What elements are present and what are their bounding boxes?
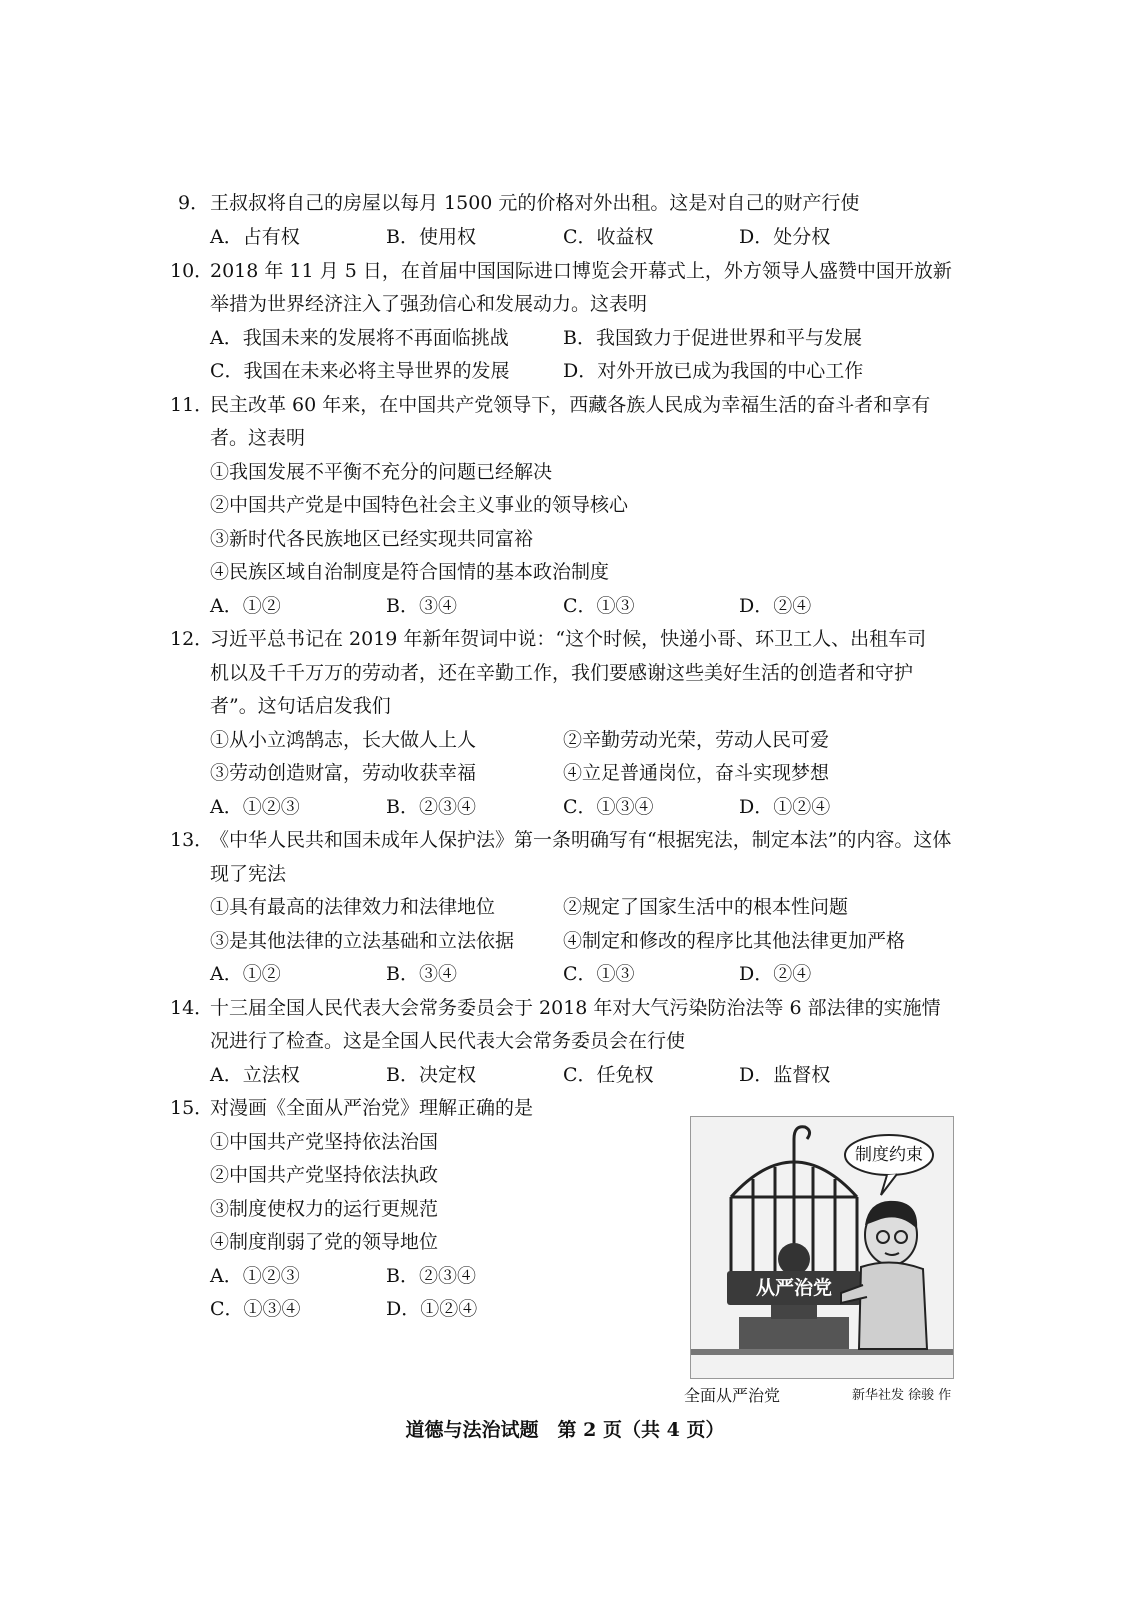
cartoon-illustration — [690, 1116, 954, 1379]
question-11-statement-1: ①我国发展不平衡不充分的问题已经解决 — [210, 461, 553, 483]
speech-bubble-text: 制度约束 — [855, 1145, 923, 1165]
question-11-number: 11． — [170, 394, 214, 416]
question-11-statement-4: ④民族区域自治制度是符合国情的基本政治制度 — [210, 561, 610, 583]
question-10-option-d: D．对外开放已成为我国的中心工作 — [563, 360, 864, 382]
question-12-option-c: C．①③④ — [563, 796, 654, 818]
question-10-option-b: B．我国致力于促进世界和平与发展 — [563, 327, 862, 349]
question-13-option-a: A．①② — [210, 963, 281, 985]
question-9-number: 9． — [178, 192, 210, 214]
question-15-statement-1: ①中国共产党坚持依法治国 — [210, 1131, 439, 1153]
question-9-option-b: B．使用权 — [386, 226, 476, 248]
question-11-statement-2: ②中国共产党是中国特色社会主义事业的领导核心 — [210, 494, 629, 516]
question-14-stem-line-1: 十三届全国人民代表大会常务委员会于 2018 年对大气污染防治法等 6 部法律的实施情 — [210, 997, 941, 1019]
question-9-option-a: A．占有权 — [210, 226, 300, 248]
question-12-option-b: B．②③④ — [386, 796, 476, 818]
question-13-stem-line-1: 《中华人民共和国未成年人保护法》第一条明确写有“根据宪法，制定本法”的内容。这体 — [210, 829, 952, 851]
question-14-option-d: D．监督权 — [739, 1064, 831, 1086]
question-13-statement-2: ②规定了国家生活中的根本性问题 — [563, 896, 849, 918]
question-14-number: 14． — [170, 997, 214, 1019]
question-11-statement-3: ③新时代各民族地区已经实现共同富裕 — [210, 528, 534, 550]
cartoon-caption: 全面从严治党 — [684, 1386, 781, 1405]
question-12-stem-line-1: 习近平总书记在 2019 年新年贺词中说：“这个时候，快递小哥、环卫工人、出租车司 — [210, 628, 927, 650]
question-15-stem: 对漫画《全面从严治党》理解正确的是 — [210, 1097, 534, 1119]
cage-stand — [771, 1305, 817, 1319]
question-11-option-a: A．①② — [210, 595, 281, 617]
cartoon-credit: 新华社发 徐骏 作 — [852, 1388, 952, 1403]
question-14-option-c: C．任免权 — [563, 1064, 654, 1086]
question-14-option-a: A．立法权 — [210, 1064, 300, 1086]
question-9-option-d: D．处分权 — [739, 226, 831, 248]
question-13-option-d: D．②④ — [739, 963, 812, 985]
question-13-statement-1: ①具有最高的法律效力和法律地位 — [210, 896, 496, 918]
question-12-option-d: D．①②④ — [739, 796, 831, 818]
question-12-statement-1: ①从小立鸿鹄志，长大做人上人 — [210, 729, 477, 751]
speech-bubble-tail — [881, 1174, 897, 1195]
question-15-option-b: B．②③④ — [386, 1265, 476, 1287]
question-13-statement-4: ④制定和修改的程序比其他法律更加严格 — [563, 930, 906, 952]
question-12-number: 12． — [170, 628, 214, 650]
question-13-option-b: B．③④ — [386, 963, 457, 985]
question-13-stem-line-2: 现了宪法 — [210, 863, 287, 885]
page-footer: 道德与法治试题 第 2 页（共 4 页） — [405, 1419, 725, 1441]
question-10-option-c: C．我国在未来必将主导世界的发展 — [210, 360, 510, 382]
question-12-stem-line-3: 者”。这句话启发我们 — [210, 695, 391, 717]
question-11-option-b: B．③④ — [386, 595, 457, 617]
question-12-statement-2: ②辛勤劳动光荣，劳动人民可爱 — [563, 729, 830, 751]
question-10-option-a: A．我国未来的发展将不再面临挑战 — [210, 327, 509, 349]
question-13-statement-3: ③是其他法律的立法基础和立法依据 — [210, 930, 515, 952]
question-11-option-d: D．②④ — [739, 595, 812, 617]
question-15-statement-2: ②中国共产党坚持依法执政 — [210, 1164, 439, 1186]
question-13-number: 13． — [170, 829, 214, 851]
question-11-stem-line-1: 民主改革 60 年来，在中国共产党领导下，西藏各族人民成为幸福生活的奋斗者和享有 — [210, 394, 931, 416]
question-10-stem-line-2: 举措为世界经济注入了强劲信心和发展动力。这表明 — [210, 293, 648, 315]
question-9-stem: 王叔叔将自己的房屋以每月 1500 元的价格对外出租。这是对自己的财产行使 — [210, 192, 860, 214]
cage-pedestal — [739, 1317, 849, 1349]
question-15-option-d: D．①②④ — [386, 1298, 478, 1320]
question-14-stem-line-2: 况进行了检查。这是全国人民代表大会常务委员会在行使 — [210, 1030, 686, 1052]
question-9-option-c: C．收益权 — [563, 226, 654, 248]
question-12-option-a: A．①②③ — [210, 796, 300, 818]
cage-ball — [778, 1243, 810, 1275]
question-12-stem-line-2: 机以及千千万万的劳动者，还在辛勤工作，我们要感谢这些美好生活的创造者和守护 — [210, 662, 914, 684]
question-12-statement-3: ③劳动创造财富，劳动收获幸福 — [210, 762, 477, 784]
question-15-statement-4: ④制度削弱了党的领导地位 — [210, 1231, 439, 1253]
sign-text: 从严治党 — [755, 1277, 832, 1299]
question-10-number: 10． — [170, 260, 214, 282]
question-13-option-c: C．①③ — [563, 963, 635, 985]
question-10-stem-line-1: 2018 年 11 月 5 日，在首届中国国际进口博览会开幕式上，外方领导人盛赞中国开放新 — [210, 260, 952, 282]
question-11-option-c: C．①③ — [563, 595, 635, 617]
question-14-option-b: B．决定权 — [386, 1064, 476, 1086]
question-12-statement-4: ④立足普通岗位，奋斗实现梦想 — [563, 762, 830, 784]
question-15-number: 15． — [170, 1097, 214, 1119]
question-15-statement-3: ③制度使权力的运行更规范 — [210, 1198, 439, 1220]
question-15-option-a: A．①②③ — [210, 1265, 300, 1287]
question-11-stem-line-2: 者。这表明 — [210, 427, 306, 449]
question-15-option-c: C．①③④ — [210, 1298, 301, 1320]
